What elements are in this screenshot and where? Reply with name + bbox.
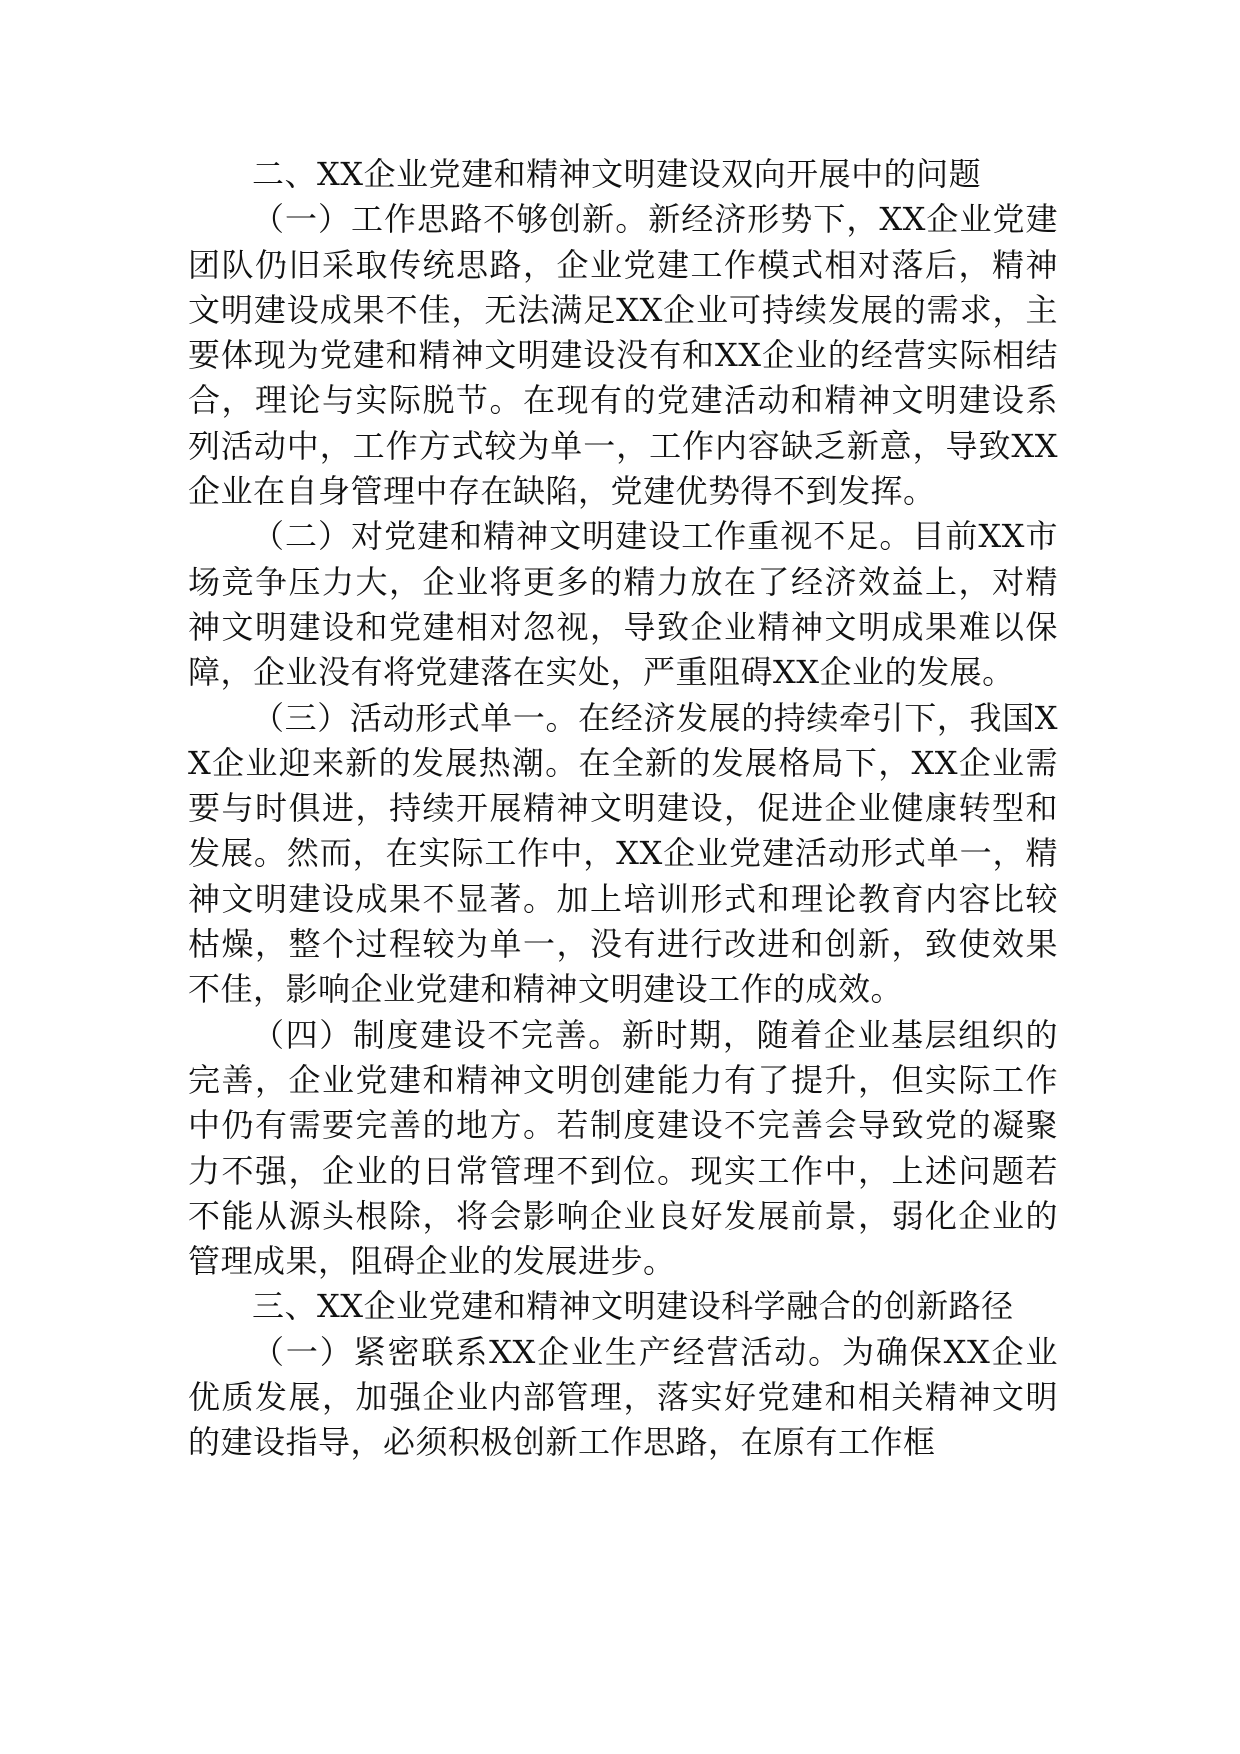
document-body [188, 152, 1058, 1466]
section-heading-problems: 二、XX企业党建和精神文明建设双向开展中的问题 [252, 155, 982, 193]
paragraph-production-activities: （一）紧密联系XX企业生产经营活动。为确保XX企业优质发展，加强企业内部管理，落实好党建和相关精神文明的建设指导，必须积极创新工作思路，在原有工作框 [188, 1332, 1058, 1462]
section-heading-innovation-paths: 三、XX企业党建和精神文明建设科学融合的创新路径 [252, 1287, 1014, 1326]
paragraph-single-activity-form: （三）活动形式单一。在经济发展的持续牵引下，我国XX企业迎来新的发展热潮。在全新的发展格局下，XX企业需要与时俱进，持续开展精神文明建设，促进企业健康转型和发展。然而，在实际工作中，XX企业党建活动形式单一，精神文明建设成果不显著。加上培训形式和理论教育内容比较枯燥，整个过程较为单一，没有进行改进和创新，致使效果不佳，影响企业党建和精神文明建设工作的成效。 [188, 698, 1058, 1009]
paragraph-work-approach: （一）工作思路不够创新。新经济形势下，XX企业党建团队仍旧采取传统思路，企业党建工作模式相对落后，精神文明建设成果不佳，无法满足XX企业可持续发展的需求，主要体现为党建和精神文明建设没有和XX企业的经营实际相结合，理论与实际脱节。在现有的党建活动和精神文明建设系列活动中，工作方式较为单一，工作内容缺乏新意，导致XX企业在自身管理中存在缺陷，党建优势得不到发挥。 [188, 200, 1058, 511]
paragraph-insufficient-attention: （二）对党建和精神文明建设工作重视不足。目前XX市场竞争压力大，企业将更多的精力放在了经济效益上，对精神文明建设和党建相对忽视，导致企业精神文明成果难以保障，企业没有将党建落在实处，严重阻碍XX企业的发展。 [188, 517, 1058, 692]
paragraph-imperfect-system: （四）制度建设不完善。新时期，随着企业基层组织的完善，企业党建和精神文明创建能力有了提升，但实际工作中仍有需要完善的地方。若制度建设不完善会导致党的凝聚力不强，企业的日常管理不到位。现实工作中，上述问题若不能从源头根除，将会影响企业良好发展前景，弱化企业的管理成果，阻碍企业的发展进步。 [188, 1015, 1058, 1281]
